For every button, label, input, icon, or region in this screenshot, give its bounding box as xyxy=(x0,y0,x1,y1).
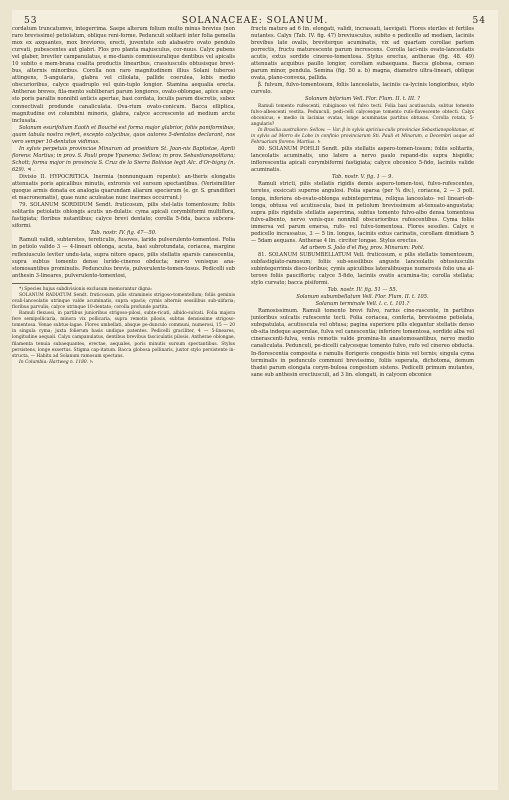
paragraph: 79. SOLANUM SORDIDUM Sendt. fruticosum, pilis stel-latis tomentosum; foliis solitariis petiolatis oblongis acutis un-dulatis: cyma apicali corymbiformi multiflora, fastigiata; floribus nutantibus; calyce brevi dentato; corolla 5-fida, bacca subcera-siformi. xyxy=(12,202,235,230)
paragraph: Ramuli validi, subteretes, tereticulis, fusoves, laride pulverulento-tomentosi. Folia in petiolo valido 3 — 4-lineari oblonga, acuta, basi subrotundata, coriacea, margine reflexiusculo leviter undu-lata, supra nitore opaco, pilis stellatis sparsis canescentia, supra subtus tomento dense luride-cinereo obducta; nervo venisque ana-stomosantibus prominulis. Pedunculus brevis, pulverulento-tomen-tosus. Pedicelli sub anthesin 3-lineares, pulverulento-tomentosi, xyxy=(12,237,235,279)
running-title: SOLANACEAE: SOLANUM. xyxy=(181,16,329,26)
paragraph: 81. SOLANUM SUBUMBELLATUM Vell. fruticosum, e pilis stellatis tomentosum, subfastigiato-ramosum; foliis sub-sessilibus anguste lanceolatis obtusiusculis subintegerrimis disco-loribus; cymis apiculibus lateralibusque numerosis folio una al-terove foliis pauciftoris; calyce 5-fido, laciniis ovatis acumina-tis; corolla stellata; stylo curvato; bacca pisiformi. xyxy=(251,251,474,287)
paragraph: Ramuli stricti, pilis stellatis rigidis demis aspero-tomen-tosi, fulvo-rufescentes, teretes, exsiccati superne angulosi. Folia sparsa (per ¾ div.), coriacea, 2 — 3 poll. longa, inferiora ob-ovato-oblonga subintegerrima, reliqua lanceolato- vel lineari-ob-longa, obtusa vel acutiuscula, basi in petiolum brevissimum at-tenuato-angustata; supra pilis rigidulis stellatis asperrima, subtus tomento fulvo-albo densa tomentosa fulvo-albento, nervo venis-que nonnihil obscurioribus rufescentibus. Cyma foliis immersa vel parum emersa, rufo- vel fulvo-tomentosa. Flores sessiles. Calyx e pedicello incrassatus, 3 — 5 lin. longus, laciniis extus carinatis, corollam dimidiam 5 — 5dam aequans. Antherae 4 lin. circiter longae. Stylus erectus. xyxy=(251,181,474,244)
paragraph: Solanum bifarium Vell. Flor. Flum. II. t. III. ? xyxy=(305,96,420,103)
paragraph: Divisio II. HYPOCRITICA. Inermia (nonnunquam repente): an-theris elongatis attenuatis poris apicalibus minutis, extrorsis vel sursum spectantibus. (Verisimiliter quoque armis donata ex analogia quarundam aliarum specierum (e. gr. S. grandiflori et macronematis), quae nunc aculeatae nunc inermes occurrunt.) xyxy=(12,173,235,202)
paragraph: 80. SOLANUM POHLII Sendt. pilis stellatis aspero-tomen-tosum; foliis solitariis, lanceolatis acuminatis, uno latere a nervo paulo repand-dis supra hispidis; inflorescentia apicali corymbiformi fastigiata; calyce obconico 5-fido, laciniis valide acuminatis. xyxy=(251,146,474,174)
paragraph: β. fulvum, fulvo-tomentosum, foliis lanceolatis, laciniis ca-lycinis longioribus, stylo curvulo. xyxy=(251,82,474,96)
paragraph: Solanum esurifolium Eaoth et Bouché est forma major glabrior, foliis paniformibus, quam tabula nostra refert, excepto calycibus, quos autores 5-dentatos declarant, nos vero semper 10-dentatos vidimus. xyxy=(12,124,235,145)
paragraph: In Brasilia australiore: Sellow. — Var. β in sylvis apricius-culis provinciae Sebastianopolitanae, et in sylvis ad Morro de Lobo in confinio provinciarum Sti. Pauli et Minarum, a Decembri usque ad Februarium florens: Martius. ♄ xyxy=(251,127,474,146)
paragraph: Solanum terminale Vell. l. c. t. 101.? xyxy=(315,301,410,308)
paragraph: Solanum subumbellatum Vell. Flor. Flum. II. t. 105. xyxy=(296,294,429,301)
page-number-right: 54 xyxy=(472,16,486,26)
paragraph: Ramosissimum. Ramuli tomento brevi fulvo, rarius cine-rascente, in partibus junioribus sulcatis rufescente tecti. Folia coriacea, conferta, brevissime petiolata, subspatulata, acutiuscula vel obtusa; pagina superiore pilis elegantur stellatis denso ob-sita indeque asperulae, fulva vel canescentia; inferiore tomentosa, sordide alba vel cinerascenti-fulva, venis remotis valde promina-lis anastomosantibus, nervo medio canaliculata. Pedunculi, pe-dicelli calycesque tomento fulvo, rufo vel cinereo obducta. In-florescentia composita e ramulis florigeris congestis binis vel ternis; singula cyma terminalis in pedunculo communi brevissimo, foliis superata, dichotoma, demum thadsi parum elongata corym-bulosa congestum sistens. Pedicelli primum mutantes, sane sub anthesin erectiusculi, ad 3 lin. elongati, in calycem obconice xyxy=(251,308,474,378)
paragraph: In sylvis perpetuis provinciae Minarum ad proeidiam St. Joan-nis Baptistae, Aprili florens: Martius; in prov. S. Pauli prope Ypanema: Sellow; in prov. Sebastianopolitana; Schott; forma major in provincia S. Cruz de la Sierra Boliviae legit Alc. d'Or-bigny (n. 629). ♃ . xyxy=(12,145,235,173)
paragraph: cordatum truncatumve, integerrima. Saepe alterum folium multo minus brevius (non raro brevissime) petiolatum, oblique reni-forme. Pedunculi solitarii inter folia gemella mox ex axquantes, mox breviores, erecti, juventute sub alabastro ovato pendulo curvati, pubescentes aut glabri. Flos pro planta majusculus, cor-nuus. Calyx pubens vel glaber, breviter campanulatus, e me-dianis commissuralique dentibus vel apicalis 10 subito e mem-brana coalita productis linearibus, crassiusculis obtusisque brevi-bus, alternis minoribus. Corolla non raro magnitudinem illius Solani tuberosi attingens, 5-angularis, glabra vel ciliolata, pallide coerulea, lobis medio obscurioribus, calyce quadruplo vel quin-tuplo longior. Stamina aequalia erecta. Antherae breves, fila-mento subliberari parum longiores, ovato-oblongae, apice angu-sto poris parallis nonnihil anticis apertae, basi cordata, loculis parum discretis, subex connectivali produnde canaliculata. Ova-rium ovato-conicum. Bacca elliptica, magnitudine ovi columbini minoris, glabra, calyce accrescente ad medium arcte inclusata. xyxy=(12,26,235,124)
paragraph: Tab. nostr. V. fig. 1 — 9. xyxy=(331,174,393,181)
paragraph: Ramuli tomento rufescenti, rubiginoso vel fulvo tecti. Folia basi acutiuscula, subtus tomento fulvo-albescenti vestita. Pedunculi, pedi-celli calycesque tomento rufo-flavescente obtecti. Calyx obconicus, e medio in lacinias ovatas, longe acuminatas partitus obtusas. Corolla rotata, 5-angularis? xyxy=(251,103,474,127)
paragraph: fructu maturo ad 6 lin. elongati, validi, incrassati, laevigati. Flores steriles et fertiles nutantes. Calyx (Tab. IV. fig. 47) breviusculus, subito e pedicello ad mediam, laciniis brevibus late ovalis, breviterque acuminatis, vix ad quartam corollae partem porrectis, fructu maturescente parum increscens. Corolla laci-niis ovato-lanceolatis acutis, extus sordide cinereo-tomentosa. Stylus erectus, antherae (fig. 48. 49) attenuatis acquibus paullo longior, corollam subaequans. Bacca globosa, ceraso parum minor, pendula. Semina (fig. 50 a. b) magna, diametro ultra-lineari, oblique ovata, plano-convexa, pallida. xyxy=(251,26,474,82)
paragraph: Ad urbem S. João d'el Rey, prov. Minarum: Pohl. xyxy=(300,244,425,251)
paragraph: In Columbia: Hartweg n. 1180. ♄ xyxy=(19,359,94,365)
paragraph: *) Species hujus subdivisionis exclusum memorantur digna: xyxy=(19,286,153,292)
right-text-column xyxy=(251,26,474,774)
paragraph: SOLANUM RADIATUM Sendt. fruticosum, pilis stramineis strigoso-tomentellum; foliis geminis ovali-lanceolatis utrinque valde acuminatis, supra opacis; cymis alternis sessilibus sub-ulifaria; floribus parvulis; calyce utrinque 10-dentato; corolla profunde partita. xyxy=(12,292,235,310)
footnote-rule xyxy=(12,283,72,284)
page-number-left: 53 xyxy=(24,16,38,26)
left-text-column xyxy=(12,26,235,774)
paragraph: Ramuli flexuosi, in partibus junioribus strigoso-pilosi, subte-ricati, albido-sulcati. Folia majora fere semipollicaria, minora vix pollicaria, supra remotis pilosis, subtus densissime strigoso-tomentosa. Venae subtus-lagae. Flores umbellati, absque pe-dunculo communi, numerosi, 15 — 20 in singula cyma; juxta folierum basis undique patentes. Pedicelli graciliter, 4 — 5-lineares, longitudine aequali. Calyx campanulatus, dentibus brevibus fasciculatis pilosis. Antherae oblongae, filamenta tenuia subaequantes, erectae, aequales, poris minutis sursum spectantibus. Stylus persistens, longe exsertus. Stigma cap-itatum. Bacca globosa pollinaris, juxtor stylo persistente in-structa, — Habitu ad Solanum ramosum spectans. xyxy=(12,311,235,359)
paragraph: Tab. nostr. IV. fig. 51 — 55. xyxy=(327,287,398,294)
paragraph: Tab. nostr. IV. fig. 47—50. xyxy=(90,230,157,237)
